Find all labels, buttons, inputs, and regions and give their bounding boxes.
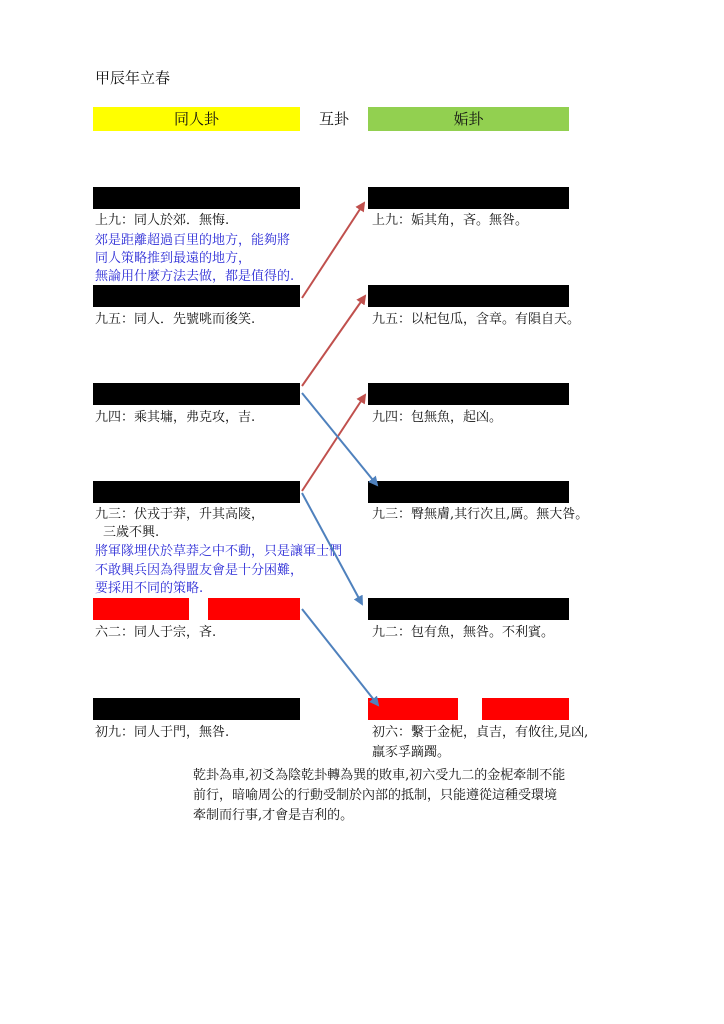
- page-title: 甲辰年立春: [95, 69, 171, 87]
- left-line-6-text: 上九：同人於郊．無悔.: [95, 213, 230, 228]
- commentary-line-2: 前行，暗喻周公的行動受制於內部的抵制，只能遵從這種受環境: [193, 788, 558, 803]
- right-line-4-text: 九四：包無魚，起凶。: [372, 410, 503, 425]
- arrow-left4-to-right5: [302, 296, 365, 386]
- arrow-left2-to-right1: [302, 609, 378, 705]
- left-note-top-3: 無論用什麼方法去做，都是值得的.: [95, 269, 295, 284]
- right-line-3-text: 九三：臀無膚,其行次且,厲。無大咎。: [372, 507, 589, 522]
- right-line-6-text: 上九：姤其角，吝。無咎。: [372, 213, 529, 228]
- right-line-5-text: 九五：以杞包瓜，含章。有隕自天。: [372, 312, 581, 327]
- left-note-top-2: 同人策略推到最遠的地方，: [95, 251, 252, 266]
- left-line-4-text: 九四：乘其墉，弗克攻，吉.: [95, 410, 256, 425]
- arrow-left3-to-right4: [302, 395, 365, 491]
- left-line-1-text: 初九：同人于門，無咎.: [95, 725, 230, 740]
- left-note-top-1: 郊是距離超過百里的地方，能夠將: [95, 233, 291, 248]
- left-line-3-text: 九三：伏戎于莽，升其高陵，: [95, 507, 265, 522]
- left-line-3-cont: 三歲不興.: [103, 525, 160, 540]
- left-note-mid-1: 將軍隊埋伏於草莽之中不動，只是讓軍士們: [95, 544, 343, 559]
- commentary-line-1: 乾卦為車,初爻為陰乾卦轉為巽的敗車,初六受九二的金柅牽制不能: [193, 768, 566, 783]
- right-line-1-text: 初六：繫于金柅，貞吉，有攸往,見凶,: [372, 725, 589, 740]
- left-line-2-text: 六二：同人于宗，吝.: [95, 625, 217, 640]
- arrow-left3-to-right2: [302, 493, 362, 604]
- left-note-mid-3: 要採用不同的策略.: [95, 581, 204, 596]
- commentary-line-3: 牽制而行事,才會是吉利的。: [193, 808, 354, 823]
- left-hexagram-label: 同人卦: [173, 110, 219, 128]
- right-line-2-text: 九二：包有魚，無咎。不利賓。: [372, 625, 555, 640]
- arrow-left4-to-right3: [302, 393, 377, 485]
- mutual-hexagram-label: 互卦: [318, 110, 349, 128]
- left-note-mid-2: 不敢興兵因為得盟友會是十分困難，: [95, 563, 304, 578]
- arrow-left5-to-right6: [302, 203, 364, 298]
- left-line-5-text: 九五：同人．先號咷而後笑.: [95, 312, 256, 327]
- right-line-1-cont: 羸豕孚蹢躅。: [372, 745, 451, 760]
- right-hexagram-label: 姤卦: [453, 110, 484, 128]
